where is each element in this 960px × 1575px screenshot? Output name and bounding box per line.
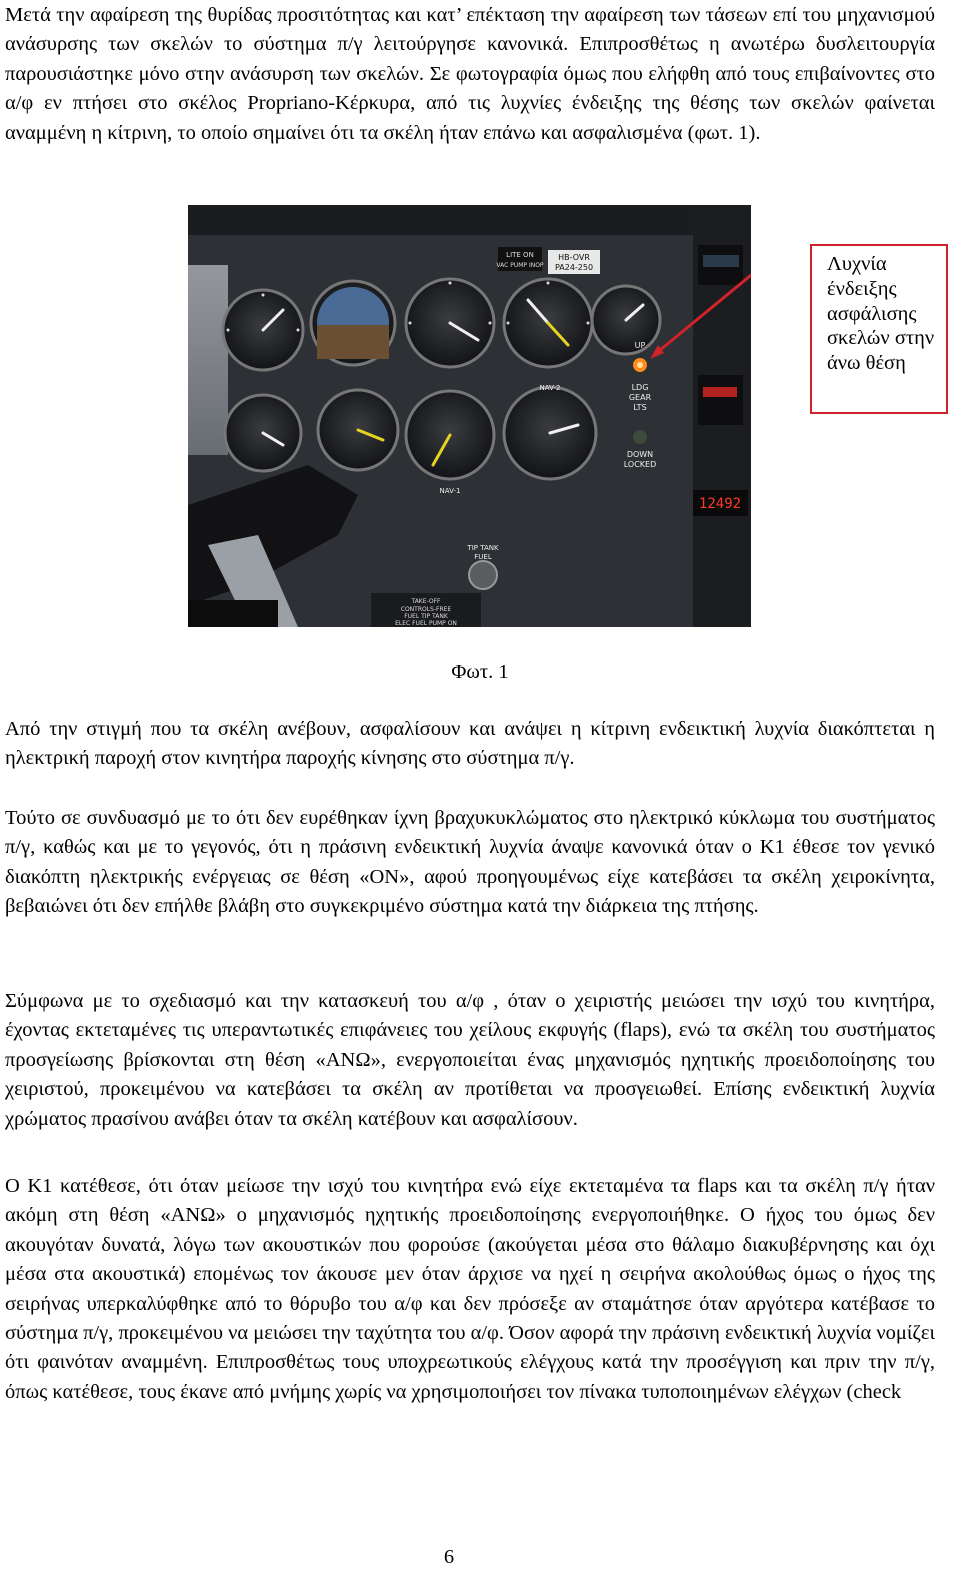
instrument-panel-illustration — [188, 205, 751, 627]
registration-placard: HB-OVR — [558, 253, 590, 262]
controls-label: CONTROLS-FREE — [400, 606, 452, 613]
tip-tank-label: TIP TANK — [467, 544, 499, 552]
model-placard: PA24-250 — [554, 263, 594, 272]
cockpit-photo — [188, 205, 751, 627]
locked-label: LOCKED — [623, 460, 657, 469]
fuel-tip-label: FUEL TIP TANK — [404, 613, 448, 620]
down-label: DOWN — [626, 450, 654, 459]
paragraph-3: Τούτο σε συνδυασμό με το ότι δεν ευρέθηκαν ίχνη βραχυκυκλώματος στο ηλεκτρικό κύκλωμα του συστήματος π/γ, καθώς και με το γεγονός, ότι η πράσινη ενδεικτική λυχνία άναψε κανονικά όταν ο Κ1 έθεσε τον γενικό διακόπτη ηλεκτρικής ενέργειας σε θέση «ΟΝ», αφού προηγουμένως είχε κατεβάσει τα σκέλη χειροκίνητα, βεβαιώνει ότι δεν επήλθε βλάβη στο συγκεκριμένο σύστημα κατά την διάρκεια της πτήσης. — [5, 807, 935, 918]
lite-on-label: LITE ON — [506, 251, 534, 259]
gear-up-label: UP — [634, 341, 646, 350]
lts-label: LTS — [633, 403, 647, 412]
paragraph-2: Από την στιγμή που τα σκέλη ανέβουν, ασφαλίσουν και ανάψει η κίτρινη ενδεικτική λυχνία διακόπτεται η ηλεκτρική παροχή στον κινητήρα παροχής κίνησης στο σύστημα π/γ. — [5, 718, 935, 770]
callout-box — [810, 244, 948, 414]
nav2-label: NAV-2 — [539, 384, 561, 392]
page-number: 6 — [443, 1546, 455, 1568]
vac-pump-label: VAC PUMP INOP — [496, 262, 544, 269]
paragraph-4: Σύμφωνα με το σχεδιασμό και την κατασκευή του α/φ , όταν ο χειριστής μειώσει την ισχύ του κινητήρα, έχοντας εκτεταμένες τις υπεραντωτικές επιφάνειες του χείλους εκφυγής (flaps), ενώ τα σκέλη του συστήματος προσγείωσης βρίσκονται στη θέση «ΑΝΩ», ενεργοποιείται ένας μηχανισμός ηχητικής προειδοποίησης του χειριστού, προκειμένου να κατεβάσει τα σκέλη αν προτίθεται να προσγειωθεί. Επίσης ενδεικτική λυχνία χρώματος πρασίνου ανάβει όταν τα σκέλη κατέβουν και ασφαλίσουν. — [5, 990, 935, 1130]
elec-pump-label: ELEC FUEL PUMP ON — [395, 620, 457, 627]
takeoff-label: TAKE-OFF — [411, 598, 441, 605]
gear-label: GEAR — [628, 393, 652, 402]
callout-text: Λυχνία ένδειξης ασφάλισης σκελών στην άνω θέση — [827, 253, 935, 375]
paragraph-1: Μετά την αφαίρεση της θυρίδας προσιτότητας και κατ’ επέκταση την αφαίρεση των τάσεων επί του μηχανισμού ανάσυρσης των σκελών το σύστημα π/γ λειτούργησε κανονικά. Επιπροσθέτως η ανωτέρω δυσλειτουργία παρουσιάστηκε μόνο στην ανάσυρση των σκελών. Σε φωτογραφία όμως που ελήφθη από τους επιβαίνοντες στο α/φ εν πτήσει στο σκέλος Propriano-Κέρκυρα, από τις λυχνίες ένδειξης της θέσης των σκελών φαίνεται αναμμένη η κίτρινη, το οποίο σημαίνει ότι τα σκέλη ήταν επάνω και ασφαλισμένα (φωτ. 1). — [5, 4, 935, 144]
fuel-label: FUEL — [474, 553, 492, 561]
paragraph-5: Ο Κ1 κατέθεσε, ότι όταν μείωσε την ισχύ του κινητήρα ενώ είχε εκτεταμένα τα flaps και τα σκέλη π/γ ήταν ακόμη στη θέση «ΑΝΩ» ο μηχανισμός ηχητικής προειδοποίησης ενεργοποιήθηκε. Ο ήχος του όμως δεν ακουγόταν δυνατά, λόγω των ακουστικών που φορούσε (ακούγεται μέσα στο θάλαμο διακυβέρνησης και όχι μέσα στα ακουστικά) επομένως τον άκουσε μεν όταν άρχισε να ηχεί η σειρήνα ακολούθως όμως ο ήχος της σειρήνας υπερκαλύφθηκε από το θόρυβο του α/φ και δεν πρόσεξε αν σταμάτησε όταν αργότερα κατέβασε το σύστημα π/γ, προκειμένου να μειώσει την ταχύτητα του α/φ. Όσον αφορά την πράσινη ενδεικτική λυχνία νομίζει ότι φαινόταν αναμμένη. Επιπροσθέτως τους υποχρεωτικούς ελέγχους κατά την προσέγγιση και πριν την π/γ, όπως κατέθεσε, τους έκανε από μνήμης χωρίς να χρησιμοποιήσει τον πίνακα τυποποιημένων ελέγχων (check — [5, 1175, 935, 1403]
nav1-label: NAV-1 — [439, 487, 461, 495]
figure-caption: Φωτ. 1 — [451, 661, 509, 683]
ldg-label: LDG — [631, 383, 649, 392]
digital-readout: 12492 — [698, 496, 742, 512]
gear-down-light — [633, 430, 647, 444]
